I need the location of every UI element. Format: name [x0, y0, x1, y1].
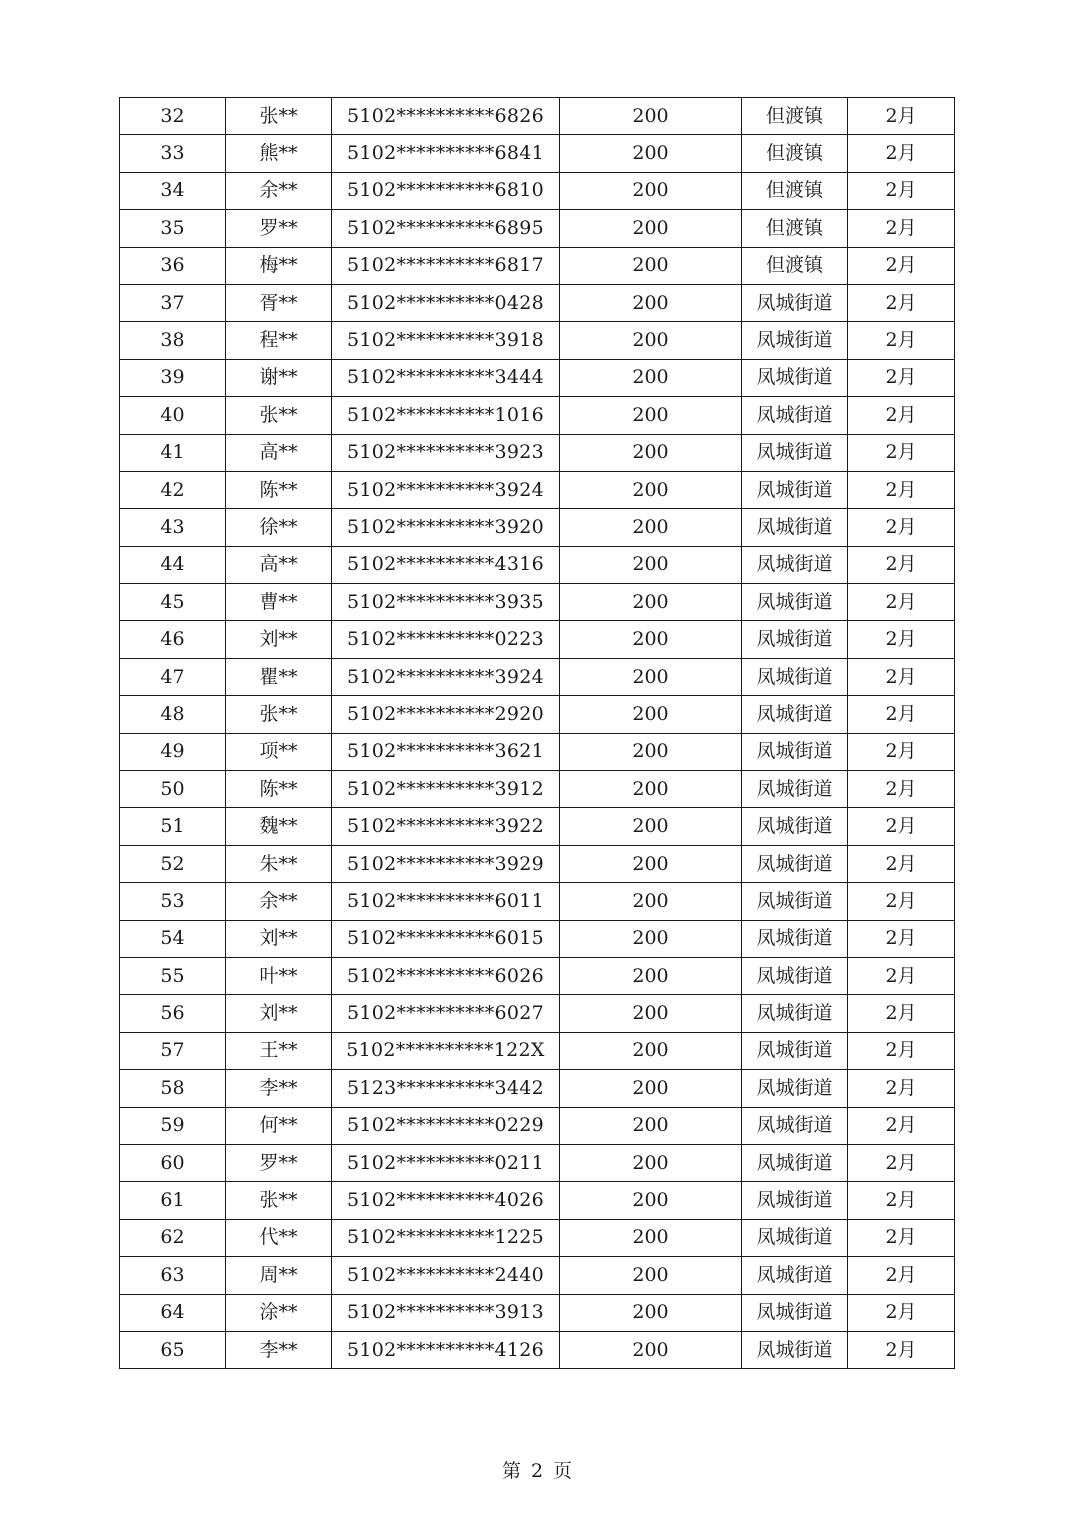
township-cell: 凤城街道: [742, 883, 848, 920]
id-number-cell: 5102**********6027: [332, 995, 560, 1032]
month-cell: 2月: [848, 1182, 955, 1219]
month-cell: 2月: [848, 210, 955, 247]
month-cell: 2月: [848, 584, 955, 621]
township-cell: 凤城街道: [742, 1144, 848, 1181]
row-number-cell: 37: [120, 284, 226, 321]
table-row: [120, 247, 955, 284]
amount-cell: 200: [560, 359, 742, 396]
page-number: 2: [530, 1460, 544, 1482]
name-cell: 张**: [226, 1182, 332, 1219]
month-cell: 2月: [848, 359, 955, 396]
id-number-cell: 5102**********122X: [332, 1032, 560, 1069]
township-cell: 凤城街道: [742, 1331, 848, 1368]
id-number-cell: 5102**********6810: [332, 172, 560, 209]
row-number-cell: 55: [120, 957, 226, 994]
row-number-cell: 46: [120, 621, 226, 658]
amount-cell: 200: [560, 135, 742, 172]
row-number-cell: 38: [120, 322, 226, 359]
month-cell: 2月: [848, 546, 955, 583]
month-cell: 2月: [848, 247, 955, 284]
row-number-cell: 63: [120, 1257, 226, 1294]
row-number-cell: 33: [120, 135, 226, 172]
township-cell: 凤城街道: [742, 322, 848, 359]
amount-cell: 200: [560, 247, 742, 284]
name-cell: 李**: [226, 1331, 332, 1368]
township-cell: 凤城街道: [742, 1032, 848, 1069]
table-row: [120, 172, 955, 209]
month-cell: 2月: [848, 1032, 955, 1069]
township-cell: 凤城街道: [742, 733, 848, 770]
row-number-cell: 53: [120, 883, 226, 920]
row-number-cell: 64: [120, 1294, 226, 1331]
amount-cell: 200: [560, 509, 742, 546]
name-cell: 余**: [226, 883, 332, 920]
table-row: [120, 1182, 955, 1219]
township-cell: 但渡镇: [742, 135, 848, 172]
id-number-cell: 5102**********3918: [332, 322, 560, 359]
id-number-cell: 5102**********0211: [332, 1144, 560, 1181]
name-cell: 曹**: [226, 584, 332, 621]
amount-cell: 200: [560, 957, 742, 994]
row-number-cell: 45: [120, 584, 226, 621]
id-number-cell: 5102**********0223: [332, 621, 560, 658]
id-number-cell: 5102**********1225: [332, 1219, 560, 1256]
row-number-cell: 51: [120, 808, 226, 845]
name-cell: 李**: [226, 1070, 332, 1107]
table-row: [120, 397, 955, 434]
month-cell: 2月: [848, 1219, 955, 1256]
township-cell: 凤城街道: [742, 284, 848, 321]
amount-cell: 200: [560, 397, 742, 434]
month-cell: 2月: [848, 696, 955, 733]
row-number-cell: 42: [120, 471, 226, 508]
row-number-cell: 41: [120, 434, 226, 471]
table-row: [120, 322, 955, 359]
township-cell: 凤城街道: [742, 584, 848, 621]
id-number-cell: 5102**********0229: [332, 1107, 560, 1144]
amount-cell: 200: [560, 98, 742, 135]
row-number-cell: 65: [120, 1331, 226, 1368]
month-cell: 2月: [848, 284, 955, 321]
row-number-cell: 34: [120, 172, 226, 209]
table-row: [120, 135, 955, 172]
row-number-cell: 44: [120, 546, 226, 583]
month-cell: 2月: [848, 1294, 955, 1331]
amount-cell: 200: [560, 1331, 742, 1368]
id-number-cell: 5102**********3924: [332, 658, 560, 695]
name-cell: 朱**: [226, 845, 332, 882]
name-cell: 刘**: [226, 920, 332, 957]
amount-cell: 200: [560, 1107, 742, 1144]
name-cell: 高**: [226, 434, 332, 471]
amount-cell: 200: [560, 1032, 742, 1069]
township-cell: 凤城街道: [742, 1070, 848, 1107]
name-cell: 谢**: [226, 359, 332, 396]
name-cell: 何**: [226, 1107, 332, 1144]
footer-prefix: 第: [501, 1460, 521, 1482]
id-number-cell: 5102**********0428: [332, 284, 560, 321]
amount-cell: 200: [560, 584, 742, 621]
table-row: [120, 471, 955, 508]
table-row: [120, 995, 955, 1032]
name-cell: 张**: [226, 397, 332, 434]
month-cell: 2月: [848, 1070, 955, 1107]
township-cell: 凤城街道: [742, 509, 848, 546]
id-number-cell: 5102**********3913: [332, 1294, 560, 1331]
amount-cell: 200: [560, 284, 742, 321]
amount-cell: 200: [560, 883, 742, 920]
amount-cell: 200: [560, 546, 742, 583]
id-number-cell: 5102**********3923: [332, 434, 560, 471]
id-number-cell: 5102**********3444: [332, 359, 560, 396]
month-cell: 2月: [848, 434, 955, 471]
amount-cell: 200: [560, 845, 742, 882]
township-cell: 凤城街道: [742, 957, 848, 994]
row-number-cell: 40: [120, 397, 226, 434]
row-number-cell: 54: [120, 920, 226, 957]
township-cell: 凤城街道: [742, 920, 848, 957]
table-row: [120, 284, 955, 321]
name-cell: 罗**: [226, 210, 332, 247]
table-row: [120, 771, 955, 808]
month-cell: 2月: [848, 471, 955, 508]
table-row: [120, 920, 955, 957]
name-cell: 张**: [226, 696, 332, 733]
table-row: [120, 1294, 955, 1331]
row-number-cell: 58: [120, 1070, 226, 1107]
name-cell: 胥**: [226, 284, 332, 321]
month-cell: 2月: [848, 845, 955, 882]
row-number-cell: 61: [120, 1182, 226, 1219]
table-row: [120, 1032, 955, 1069]
township-cell: 但渡镇: [742, 98, 848, 135]
id-number-cell: 5102**********6817: [332, 247, 560, 284]
month-cell: 2月: [848, 957, 955, 994]
amount-cell: 200: [560, 322, 742, 359]
month-cell: 2月: [848, 397, 955, 434]
table-row: [120, 1331, 955, 1368]
month-cell: 2月: [848, 1107, 955, 1144]
id-number-cell: 5102**********1016: [332, 397, 560, 434]
month-cell: 2月: [848, 1144, 955, 1181]
name-cell: 叶**: [226, 957, 332, 994]
id-number-cell: 5102**********6011: [332, 883, 560, 920]
amount-cell: 200: [560, 696, 742, 733]
amount-cell: 200: [560, 808, 742, 845]
table-row: [120, 658, 955, 695]
township-cell: 凤城街道: [742, 621, 848, 658]
table-row: [120, 957, 955, 994]
table-row: [120, 1070, 955, 1107]
table-row: [120, 845, 955, 882]
amount-cell: 200: [560, 771, 742, 808]
row-number-cell: 47: [120, 658, 226, 695]
table-row: [120, 1107, 955, 1144]
township-cell: 凤城街道: [742, 1219, 848, 1256]
month-cell: 2月: [848, 98, 955, 135]
id-number-cell: 5102**********4316: [332, 546, 560, 583]
name-cell: 王**: [226, 1032, 332, 1069]
name-cell: 余**: [226, 172, 332, 209]
month-cell: 2月: [848, 883, 955, 920]
month-cell: 2月: [848, 733, 955, 770]
amount-cell: 200: [560, 621, 742, 658]
township-cell: 凤城街道: [742, 808, 848, 845]
id-number-cell: 5102**********3929: [332, 845, 560, 882]
name-cell: 项**: [226, 733, 332, 770]
id-number-cell: 5102**********3920: [332, 509, 560, 546]
id-number-cell: 5102**********6026: [332, 957, 560, 994]
township-cell: 凤城街道: [742, 546, 848, 583]
row-number-cell: 50: [120, 771, 226, 808]
name-cell: 涂**: [226, 1294, 332, 1331]
subsidy-roster-table: [119, 97, 955, 1369]
table-row: [120, 584, 955, 621]
month-cell: 2月: [848, 995, 955, 1032]
amount-cell: 200: [560, 658, 742, 695]
month-cell: 2月: [848, 621, 955, 658]
id-number-cell: 5102**********3912: [332, 771, 560, 808]
id-number-cell: 5102**********6895: [332, 210, 560, 247]
township-cell: 凤城街道: [742, 1294, 848, 1331]
amount-cell: 200: [560, 733, 742, 770]
amount-cell: 200: [560, 1219, 742, 1256]
id-number-cell: 5102**********2440: [332, 1257, 560, 1294]
month-cell: 2月: [848, 322, 955, 359]
amount-cell: 200: [560, 1257, 742, 1294]
table-row: [120, 696, 955, 733]
id-number-cell: 5102**********6841: [332, 135, 560, 172]
month-cell: 2月: [848, 1257, 955, 1294]
table-row: [120, 1144, 955, 1181]
amount-cell: 200: [560, 434, 742, 471]
row-number-cell: 60: [120, 1144, 226, 1181]
township-cell: 凤城街道: [742, 397, 848, 434]
row-number-cell: 36: [120, 247, 226, 284]
row-number-cell: 43: [120, 509, 226, 546]
id-number-cell: 5102**********3621: [332, 733, 560, 770]
name-cell: 罗**: [226, 1144, 332, 1181]
footer-suffix: 页: [553, 1460, 573, 1482]
township-cell: 凤城街道: [742, 658, 848, 695]
roster-body: [120, 98, 955, 1369]
table-row: [120, 1219, 955, 1256]
row-number-cell: 49: [120, 733, 226, 770]
row-number-cell: 56: [120, 995, 226, 1032]
township-cell: 凤城街道: [742, 471, 848, 508]
table-row: [120, 434, 955, 471]
name-cell: 瞿**: [226, 658, 332, 695]
id-number-cell: 5102**********4126: [332, 1331, 560, 1368]
township-cell: 凤城街道: [742, 1107, 848, 1144]
table-row: [120, 808, 955, 845]
id-number-cell: 5102**********6015: [332, 920, 560, 957]
id-number-cell: 5102**********3922: [332, 808, 560, 845]
id-number-cell: 5102**********3935: [332, 584, 560, 621]
amount-cell: 200: [560, 1294, 742, 1331]
name-cell: 刘**: [226, 621, 332, 658]
table-row: [120, 733, 955, 770]
township-cell: 但渡镇: [742, 247, 848, 284]
month-cell: 2月: [848, 1331, 955, 1368]
amount-cell: 200: [560, 1182, 742, 1219]
row-number-cell: 57: [120, 1032, 226, 1069]
name-cell: 陈**: [226, 471, 332, 508]
name-cell: 张**: [226, 98, 332, 135]
id-number-cell: 5102**********2920: [332, 696, 560, 733]
name-cell: 熊**: [226, 135, 332, 172]
table-row: [120, 98, 955, 135]
id-number-cell: 5102**********4026: [332, 1182, 560, 1219]
township-cell: 凤城街道: [742, 771, 848, 808]
name-cell: 代**: [226, 1219, 332, 1256]
amount-cell: 200: [560, 172, 742, 209]
table-row: [120, 883, 955, 920]
amount-cell: 200: [560, 995, 742, 1032]
row-number-cell: 32: [120, 98, 226, 135]
row-number-cell: 48: [120, 696, 226, 733]
table-row: [120, 210, 955, 247]
table-row: [120, 621, 955, 658]
name-cell: 徐**: [226, 509, 332, 546]
month-cell: 2月: [848, 771, 955, 808]
table-row: [120, 359, 955, 396]
amount-cell: 200: [560, 920, 742, 957]
row-number-cell: 62: [120, 1219, 226, 1256]
month-cell: 2月: [848, 920, 955, 957]
amount-cell: 200: [560, 471, 742, 508]
name-cell: 魏**: [226, 808, 332, 845]
township-cell: 但渡镇: [742, 210, 848, 247]
name-cell: 程**: [226, 322, 332, 359]
page-footer: [0, 1456, 1074, 1483]
row-number-cell: 35: [120, 210, 226, 247]
township-cell: 凤城街道: [742, 359, 848, 396]
township-cell: 但渡镇: [742, 172, 848, 209]
month-cell: 2月: [848, 172, 955, 209]
id-number-cell: 5102**********6826: [332, 98, 560, 135]
table-row: [120, 546, 955, 583]
month-cell: 2月: [848, 808, 955, 845]
township-cell: 凤城街道: [742, 696, 848, 733]
name-cell: 陈**: [226, 771, 332, 808]
amount-cell: 200: [560, 210, 742, 247]
amount-cell: 200: [560, 1144, 742, 1181]
month-cell: 2月: [848, 135, 955, 172]
amount-cell: 200: [560, 1070, 742, 1107]
name-cell: 梅**: [226, 247, 332, 284]
table-row: [120, 509, 955, 546]
township-cell: 凤城街道: [742, 1182, 848, 1219]
township-cell: 凤城街道: [742, 995, 848, 1032]
row-number-cell: 59: [120, 1107, 226, 1144]
id-number-cell: 5123**********3442: [332, 1070, 560, 1107]
row-number-cell: 52: [120, 845, 226, 882]
name-cell: 高**: [226, 546, 332, 583]
row-number-cell: 39: [120, 359, 226, 396]
id-number-cell: 5102**********3924: [332, 471, 560, 508]
township-cell: 凤城街道: [742, 845, 848, 882]
month-cell: 2月: [848, 509, 955, 546]
table-row: [120, 1257, 955, 1294]
month-cell: 2月: [848, 658, 955, 695]
township-cell: 凤城街道: [742, 434, 848, 471]
name-cell: 刘**: [226, 995, 332, 1032]
name-cell: 周**: [226, 1257, 332, 1294]
township-cell: 凤城街道: [742, 1257, 848, 1294]
